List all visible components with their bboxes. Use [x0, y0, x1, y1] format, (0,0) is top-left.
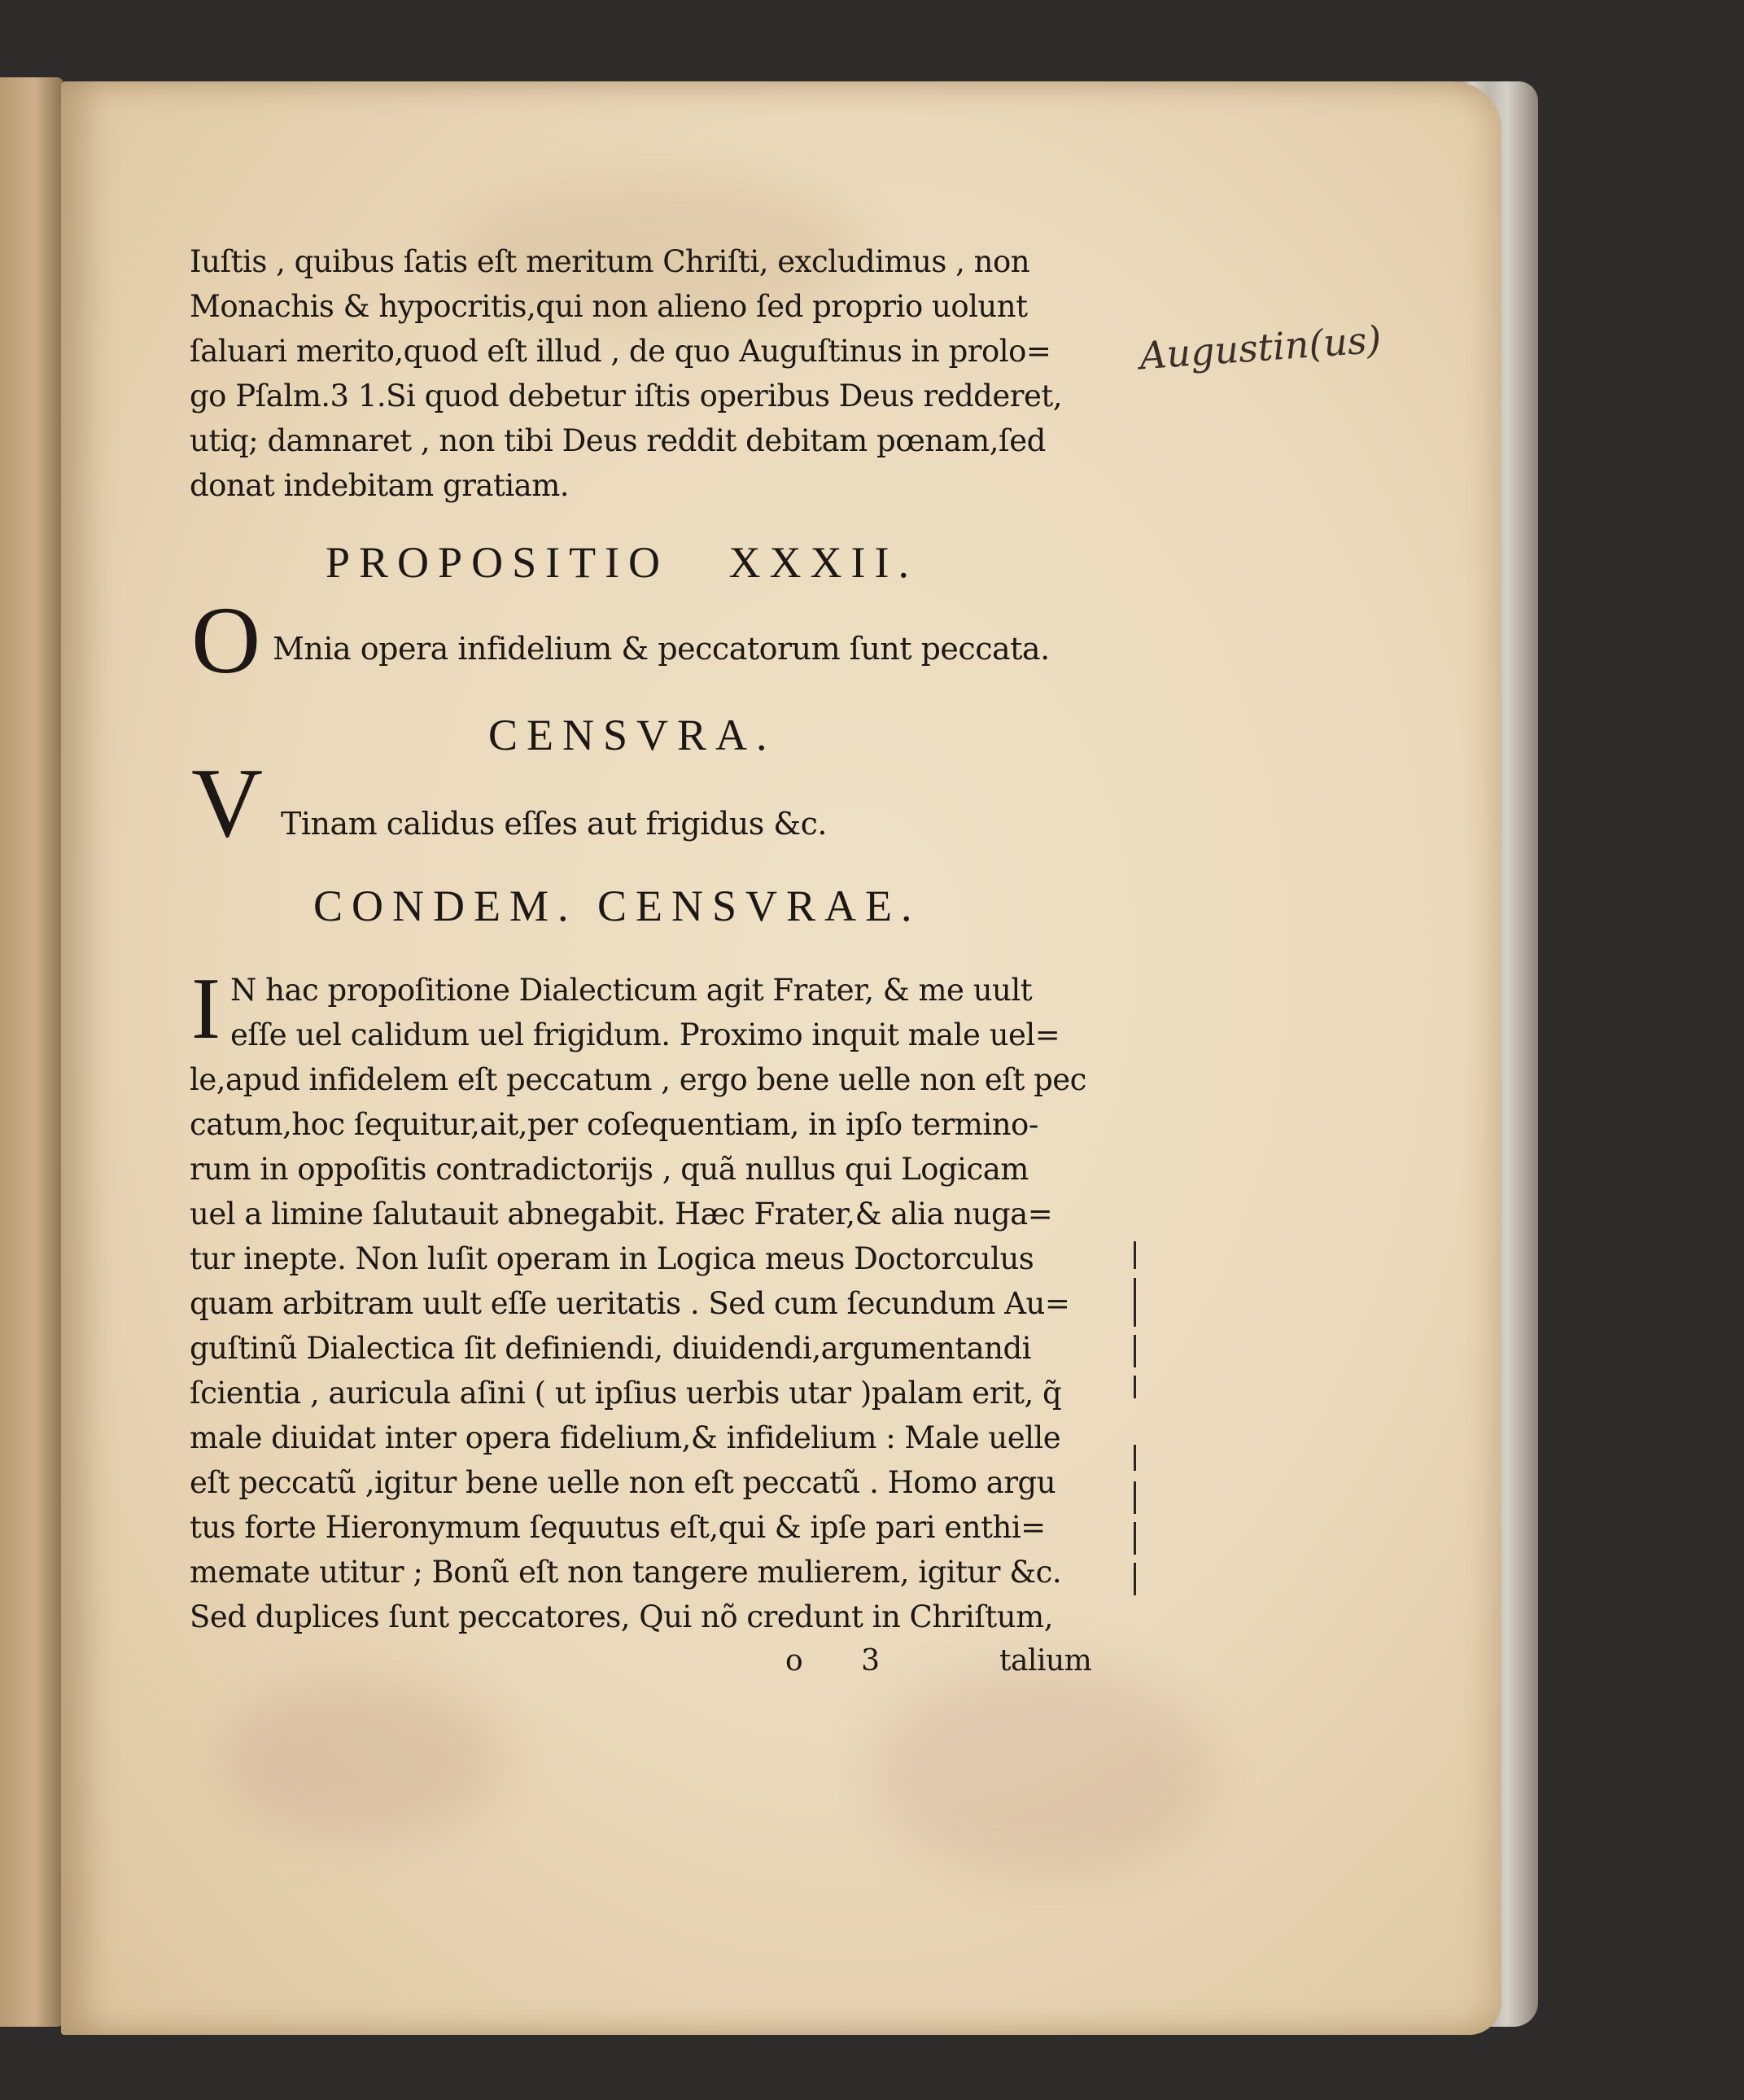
margin-mark: [1134, 1563, 1136, 1595]
censura-initial: V: [191, 748, 264, 858]
stain: [224, 1677, 509, 1840]
margin-mark: [1134, 1522, 1136, 1555]
text-line: tur inepte. Non luſit operam in Logica meus Doctorculus: [190, 1241, 1034, 1276]
margin-mark: [1134, 1241, 1136, 1269]
proposition-heading: PROPOSITIO XXXII.: [326, 538, 919, 587]
left-page-edge: [0, 77, 63, 2027]
text-line: quam arbitram uult eſſe ueritatis . Sed cum ſecundum Au=: [190, 1286, 1070, 1321]
stain: [875, 1669, 1217, 1880]
text-line: utiq; damnaret , non tibi Deus reddit debitam pœnam,ſed: [190, 423, 1046, 458]
text-line: Iuſtis , quibus ſatis eſt meritum Chriſti, excludimus , non: [190, 244, 1030, 279]
condemnatio-heading: CONDEM. CENSVRAE.: [313, 882, 921, 930]
proposition-text: Mnia opera infidelium & peccatorum ſunt peccata.: [273, 631, 1050, 667]
text-line: ſcientia , auricula aſini ( ut ipſius uerbis utar )palam erit, q̃: [190, 1376, 1062, 1411]
margin-mark: [1134, 1445, 1136, 1471]
condemnatio-initial: I: [191, 960, 221, 1057]
text-line: eſt peccatũ ,igitur bene uelle non eſt peccatũ . Homo argu: [190, 1465, 1056, 1500]
text-line: N hac propoſitione Dialecticum agit Frater, & me uult: [230, 973, 1033, 1008]
margin-mark: [1134, 1376, 1136, 1398]
text-line: Monachis & hypocritis,qui non alieno ſed proprio uolunt: [190, 289, 1028, 324]
text-line: ſaluari merito,quod eſt illud , de quo Auguſtinus in prolo=: [190, 334, 1051, 369]
text-line: male diuidat inter opera fidelium,& infidelium : Male uelle: [190, 1420, 1061, 1455]
margin-mark: [1134, 1335, 1136, 1367]
text-line: rum in oppoſitis contradictorijs , quã nullus qui Logicam: [190, 1152, 1029, 1187]
margin-mark: [1134, 1481, 1136, 1514]
margin-mark: [1134, 1278, 1136, 1327]
text-line: donat indebitam gratiam.: [190, 468, 570, 503]
book-page: [61, 81, 1501, 2035]
text-line: tus forte Hieronymum ſequutus eſt,qui & ipſe pari enthi=: [190, 1510, 1046, 1545]
text-line: catum,hoc ſequitur,ait,per coſequentiam, in ipſo termino-: [190, 1107, 1038, 1142]
text-line: uel a limine ſalutauit abnegabit. Hæc Frater,& alia nuga=: [190, 1197, 1053, 1232]
text-line: Sed duplices ſunt peccatores, Qui nõ credunt in Chriſtum,: [190, 1599, 1053, 1634]
censura-heading: CENSVRA.: [488, 711, 776, 759]
catchword: talium: [999, 1644, 1092, 1678]
censura-text: Tinam calidus eſſes aut frigidus &c.: [281, 806, 827, 842]
text-line: eſſe uel calidum uel frigidum. Proximo inquit male uel=: [230, 1017, 1060, 1052]
text-line: guſtinũ Dialectica ſit definiendi, diuidendi,argumentandi: [190, 1331, 1032, 1366]
marginal-note: Augustin(us): [1138, 317, 1383, 378]
text-line: le,apud infidelem eſt peccatum , ergo bene uelle non eſt pec: [190, 1062, 1086, 1097]
proposition-initial: O: [191, 587, 261, 693]
signature-mark: o 3: [785, 1644, 905, 1678]
text-line: memate utitur ; Bonũ eſt non tangere mulierem, igitur &c.: [190, 1555, 1062, 1590]
text-line: go Pſalm.3 1.Si quod debetur iſtis operibus Deus redderet,: [190, 378, 1062, 413]
